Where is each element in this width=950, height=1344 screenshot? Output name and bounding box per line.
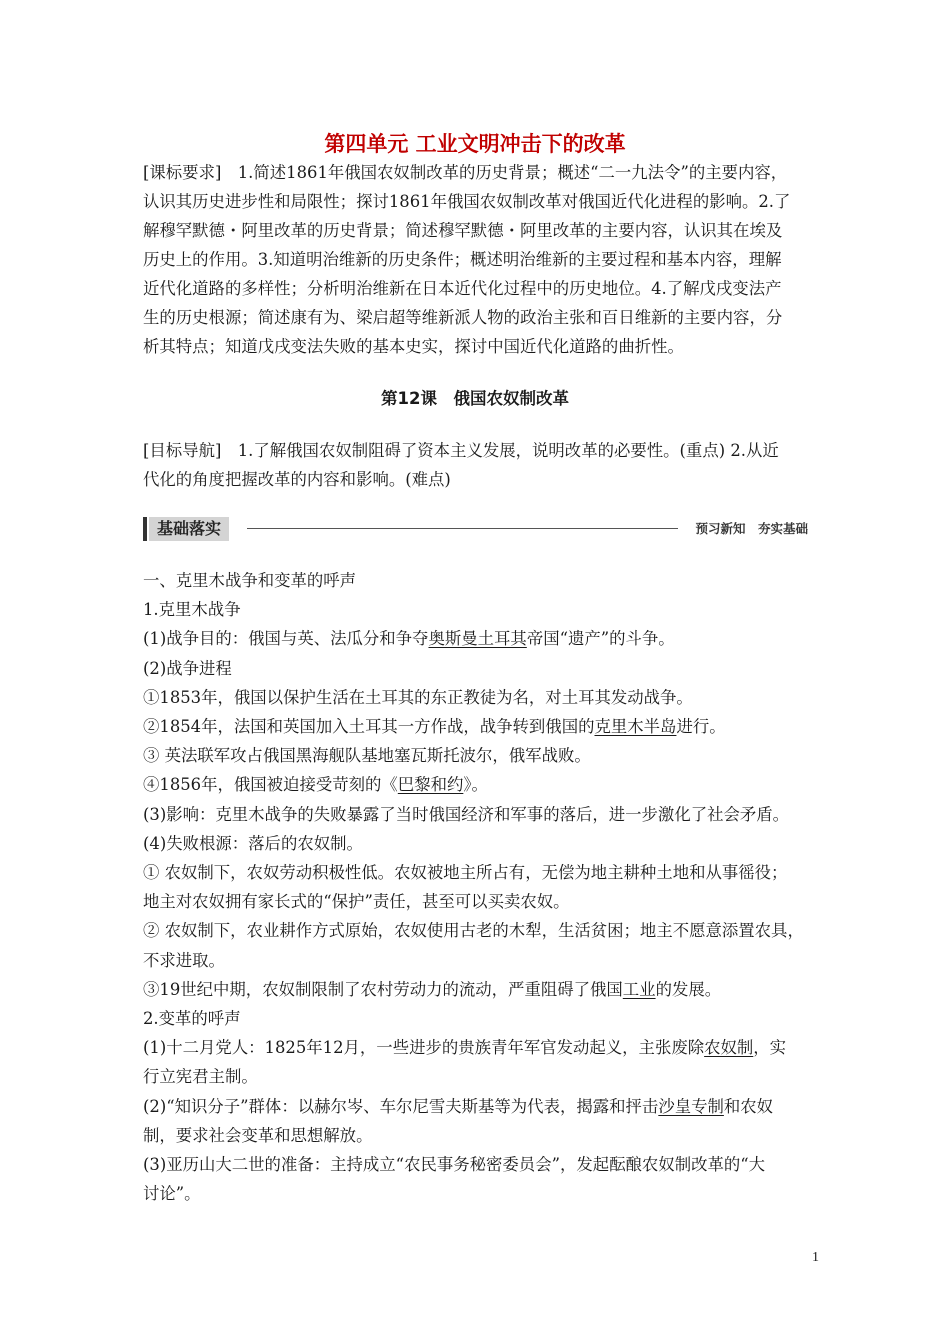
- section-subtitle: 预习新知 夯实基础: [695, 521, 808, 536]
- text: 进行。: [676, 717, 726, 737]
- heading: 一、克里木战争和变革的呼声: [143, 571, 357, 590]
- section-label: 基础落实: [149, 517, 229, 541]
- content-line: [143, 712, 808, 741]
- text: ④1856年，俄国被迫接受苛刻的《: [143, 775, 398, 795]
- key-term: 工业: [622, 979, 656, 999]
- curriculum-line: 历史上的作用。3.知道明治维新的历史条件；概述明治维新的主要过程和基本内容，理解: [143, 250, 782, 269]
- content-line: (4)失败根源：落后的农奴制。: [143, 833, 363, 853]
- key-term: 奥斯曼土耳其: [428, 629, 527, 649]
- content-line: [143, 1092, 808, 1121]
- key-term: 农奴制: [704, 1038, 754, 1058]
- text: (1)战争目的：俄国与英、法瓜分和争夺: [143, 629, 429, 649]
- content-line: [143, 624, 808, 653]
- content-line: [143, 1033, 808, 1062]
- page-number: 1: [812, 1250, 819, 1265]
- curriculum-requirements: [143, 158, 808, 361]
- content-line: ③ 英法联军攻占俄国黑海舰队基地塞瓦斯托波尔，俄军战败。: [143, 746, 591, 766]
- text: (1)十二月党人：1825年12月，一些进步的贵族青年军官发动起义，主张废除: [143, 1038, 705, 1058]
- text: 》。: [463, 775, 488, 795]
- unit-title: 第四单元 工业文明冲击下的改革: [324, 132, 626, 156]
- content-line: 制，要求社会变革和思想解放。: [143, 1125, 373, 1145]
- content-line: ② 农奴制下，农业耕作方式原始，农奴使用古老的木犁，生活贫困；地主不愿意添置农具，: [143, 921, 804, 941]
- content-line: ① 农奴制下，农奴劳动积极性低。农奴被地主所占有，无偿为地主耕种土地和从事徭役；: [143, 863, 788, 883]
- content-line: [143, 770, 808, 799]
- text: 的发展。: [655, 979, 722, 999]
- objective-line: [目标导航] 1.了解俄国农奴制阻碍了资本主义发展，说明改革的必要性。(重点) 2.从近: [143, 441, 779, 460]
- curriculum-line: 析其特点；知道戊戌变法失败的基本史实，探讨中国近代化道路的曲折性。: [143, 337, 684, 356]
- curriculum-line: 解穆罕默德・阿里改革的历史背景；简述穆罕默德・阿里改革的主要内容，认识其在埃及: [143, 221, 783, 240]
- objective-line: 代化的角度把握改革的内容和影响。(难点): [143, 470, 451, 489]
- section-accent-bar: [143, 517, 147, 541]
- text: ②1854年，法国和英国加入土耳其一方作战，战争转到俄国的: [143, 717, 595, 737]
- content-line: (2)战争进程: [143, 658, 232, 678]
- content-line: (3)亚历山大二世的准备：主持成立“农民事务秘密委员会”，发起酝酿农奴制改革的“大: [143, 1155, 766, 1175]
- learning-objectives: [143, 436, 808, 494]
- key-term: 沙皇专制: [658, 1096, 724, 1116]
- text: (2)“知识分子”群体：以赫尔岑、车尔尼雪夫斯基等为代表，揭露和抨击: [143, 1096, 659, 1116]
- curriculum-line: 认识其历史进步性和局限性；探讨1861年俄国农奴制改革对俄国近代化进程的影响。2.了: [143, 192, 791, 211]
- curriculum-line: 近代化道路的多样性；分析明治维新在日本近代化过程中的历史地位。4.了解戊戌变法产: [143, 279, 782, 298]
- content-line: 不求进取。: [143, 950, 225, 970]
- subheading: 1.克里木战争: [143, 600, 241, 620]
- section-divider: [247, 528, 678, 529]
- content-line: 地主对农奴拥有家长式的“保护”责任，甚至可以买卖农奴。: [143, 892, 570, 912]
- key-term: 克里木半岛: [594, 717, 677, 737]
- content-line: 行立宪君主制。: [143, 1067, 258, 1087]
- subheading: 2.变革的呼声: [143, 1009, 241, 1029]
- key-term: 巴黎和约: [397, 775, 464, 795]
- content-line: (3)影响：克里木战争的失败暴露了当时俄国经济和军事的落后，进一步激化了社会矛盾。: [143, 804, 790, 824]
- lesson-content: [143, 566, 808, 1208]
- text: 帝国“遗产”的斗争。: [526, 629, 675, 649]
- section-header: [143, 515, 808, 543]
- content-line: 讨论”。: [143, 1184, 201, 1204]
- text: 和农奴: [723, 1096, 774, 1116]
- content-line: ①1853年，俄国以保护生活在土耳其的东正教徒为名，对土耳其发动战争。: [143, 687, 693, 707]
- lesson-title: 第12课 俄国农奴制改革: [381, 389, 569, 408]
- text: ，实: [753, 1038, 787, 1058]
- content-line: [143, 975, 808, 1004]
- curriculum-line: [课标要求] 1.简述1861年俄国农奴制改革的历史背景；概述“二一九法令”的主要内容，: [143, 163, 788, 182]
- curriculum-line: 生的历史根源；简述康有为、梁启超等维新派人物的政治主张和百日维新的主要内容，分: [143, 308, 783, 327]
- text: ③19世纪中期，农奴制限制了农村劳动力的流动，严重阻碍了俄国: [143, 979, 623, 999]
